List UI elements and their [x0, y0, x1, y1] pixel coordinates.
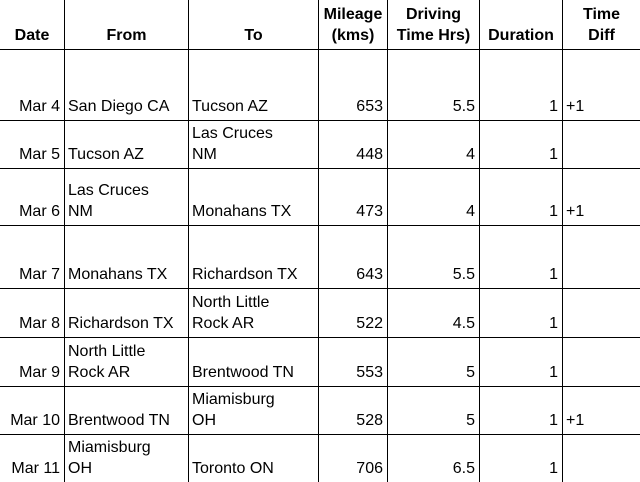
cell-date-text: Mar 7: [19, 266, 60, 283]
cell-from: [65, 338, 188, 386]
cell-timediff: [563, 435, 640, 482]
cell-duration: [480, 226, 562, 288]
cell-to: [189, 226, 318, 288]
cell-mileage-text: 643: [356, 266, 383, 283]
cell-duration-text: 1: [549, 412, 558, 429]
cell-from-text: OH: [68, 460, 92, 477]
cell-to-text: Brentwood TN: [192, 364, 294, 381]
cell-date-text: Mar 5: [19, 146, 60, 163]
cell-from: [65, 435, 188, 482]
cell-driving-text: 6.5: [452, 460, 475, 477]
cell-duration-text: 1: [549, 146, 558, 163]
cell-from-text: Tucson AZ: [68, 146, 144, 163]
cell-from: [65, 289, 188, 337]
cell-mileage-text: 528: [356, 412, 383, 429]
cell-to: [189, 50, 318, 120]
cell-from-text: North Little: [68, 343, 146, 360]
header-from-text: From: [106, 27, 147, 44]
cell-timediff: [563, 338, 640, 386]
cell-date: [0, 169, 64, 225]
cell-driving-text: 4: [466, 146, 475, 163]
header-timediff: [563, 0, 640, 49]
cell-to-text: NM: [192, 146, 217, 163]
cell-driving: [388, 338, 479, 386]
cell-mileage-text: 522: [356, 315, 383, 332]
cell-driving: [388, 121, 479, 168]
cell-to: [189, 338, 318, 386]
cell-driving: [388, 169, 479, 225]
cell-date: [0, 226, 64, 288]
cell-duration: [480, 435, 562, 482]
cell-to-text: Toronto ON: [192, 460, 274, 477]
cell-from-text: NM: [68, 203, 93, 220]
cell-timediff-text: +1: [566, 98, 585, 115]
header-driving-text: Time Hrs): [396, 27, 471, 44]
header-date: [0, 0, 64, 49]
header-mileage: [319, 0, 387, 49]
header-driving-text: Driving: [405, 6, 462, 23]
cell-timediff: [563, 226, 640, 288]
cell-timediff: [563, 387, 640, 434]
cell-to-text: Tucson AZ: [192, 98, 268, 115]
cell-from-text: Brentwood TN: [68, 412, 170, 429]
cell-to-text: Monahans TX: [192, 203, 292, 220]
cell-to-text: Rock AR: [192, 315, 255, 332]
cell-duration: [480, 50, 562, 120]
header-to-text: To: [244, 27, 263, 44]
cell-date-text: Mar 4: [19, 98, 60, 115]
cell-date: [0, 338, 64, 386]
cell-duration: [480, 387, 562, 434]
cell-to: [189, 289, 318, 337]
cell-duration: [480, 338, 562, 386]
cell-timediff-text: +1: [566, 412, 585, 429]
cell-from-text: Richardson TX: [68, 315, 174, 332]
cell-driving: [388, 50, 479, 120]
cell-to-text: Richardson TX: [192, 266, 298, 283]
cell-to: [189, 435, 318, 482]
cell-date-text: Mar 11: [11, 460, 60, 477]
cell-mileage: [319, 50, 387, 120]
cell-driving-text: 4: [466, 203, 475, 220]
cell-mileage: [319, 226, 387, 288]
cell-mileage: [319, 121, 387, 168]
cell-date: [0, 435, 64, 482]
cell-driving-text: 5.5: [452, 266, 475, 283]
cell-mileage-text: 473: [356, 203, 383, 220]
cell-mileage-text: 706: [356, 460, 383, 477]
cell-duration: [480, 121, 562, 168]
cell-duration-text: 1: [549, 266, 558, 283]
header-timediff-text: Diff: [588, 27, 615, 44]
cell-date-text: Mar 8: [19, 315, 60, 332]
cell-mileage-text: 653: [356, 98, 383, 115]
cell-duration-text: 1: [549, 203, 558, 220]
cell-duration-text: 1: [549, 364, 558, 381]
cell-driving-text: 5: [466, 364, 475, 381]
cell-mileage-text: 448: [356, 146, 383, 163]
cell-duration-text: 1: [549, 98, 558, 115]
cell-date-text: Mar 10: [10, 412, 60, 429]
cell-from: [65, 226, 188, 288]
cell-date: [0, 121, 64, 168]
cell-from: [65, 387, 188, 434]
cell-to: [189, 121, 318, 168]
cell-from-text: Monahans TX: [68, 266, 168, 283]
cell-from-text: Rock AR: [68, 364, 131, 381]
cell-date-text: Mar 9: [19, 364, 60, 381]
cell-to-text: North Little: [192, 294, 270, 311]
header-to: [189, 0, 318, 49]
cell-timediff: [563, 50, 640, 120]
cell-duration: [480, 289, 562, 337]
cell-to: [189, 169, 318, 225]
cell-to-text: Las Cruces: [192, 125, 273, 142]
cell-driving-text: 5: [466, 412, 475, 429]
header-mileage-text: (kms): [331, 27, 375, 44]
cell-mileage: [319, 289, 387, 337]
cell-driving: [388, 289, 479, 337]
cell-driving-text: 5.5: [452, 98, 475, 115]
cell-date: [0, 289, 64, 337]
cell-duration: [480, 169, 562, 225]
header-duration-text: Duration: [488, 27, 554, 44]
cell-date: [0, 50, 64, 120]
cell-duration-text: 1: [549, 315, 558, 332]
cell-driving-text: 4.5: [452, 315, 475, 332]
cell-mileage: [319, 338, 387, 386]
cell-from: [65, 50, 188, 120]
header-driving: [388, 0, 479, 49]
cell-mileage-text: 553: [356, 364, 383, 381]
header-from: [65, 0, 188, 49]
cell-mileage: [319, 387, 387, 434]
cell-to-text: OH: [192, 412, 216, 429]
header-duration: [480, 0, 562, 49]
cell-mileage: [319, 169, 387, 225]
cell-from-text: Miamisburg: [68, 439, 151, 456]
cell-timediff-text: +1: [566, 203, 585, 220]
cell-from: [65, 121, 188, 168]
cell-driving: [388, 387, 479, 434]
cell-to-text: Miamisburg: [192, 391, 275, 408]
cell-driving: [388, 435, 479, 482]
cell-timediff: [563, 289, 640, 337]
cell-timediff: [563, 121, 640, 168]
header-date-text: Date: [14, 27, 50, 44]
header-timediff-text: Time: [582, 6, 621, 23]
cell-duration-text: 1: [549, 460, 558, 477]
cell-driving: [388, 226, 479, 288]
header-mileage-text: Mileage: [323, 6, 383, 23]
cell-timediff: [563, 169, 640, 225]
cell-from-text: San Diego CA: [68, 98, 170, 115]
cell-to: [189, 387, 318, 434]
cell-date-text: Mar 6: [19, 203, 60, 220]
cell-mileage: [319, 435, 387, 482]
cell-from: [65, 169, 188, 225]
cell-date: [0, 387, 64, 434]
cell-from-text: Las Cruces: [68, 182, 149, 199]
